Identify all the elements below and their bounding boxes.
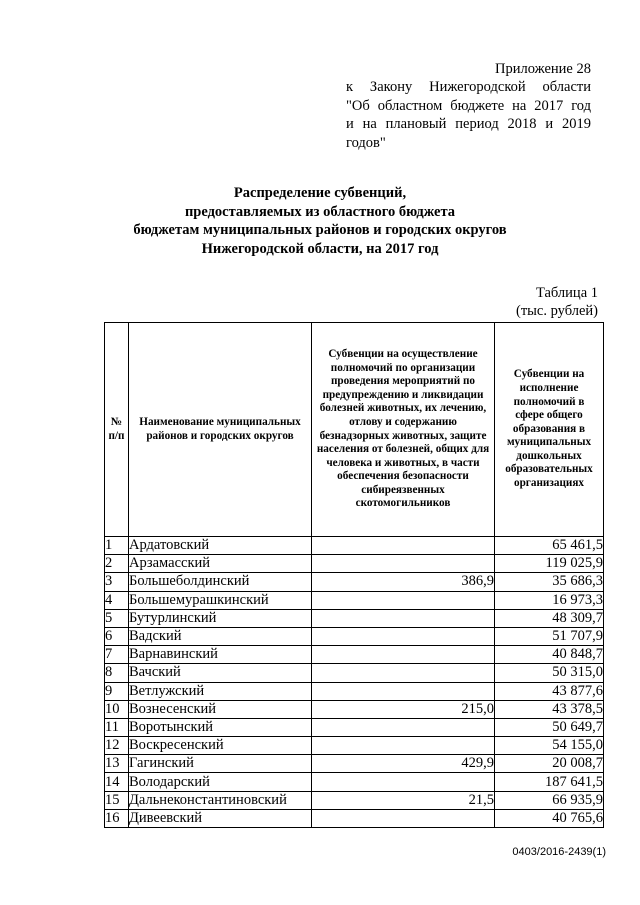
education-subvention: 16 973,3 bbox=[495, 591, 604, 609]
veterinary-subvention: 386,9 bbox=[312, 573, 495, 591]
veterinary-subvention bbox=[312, 555, 495, 573]
education-subvention: 65 461,5 bbox=[495, 537, 604, 555]
veterinary-subvention: 429,9 bbox=[312, 755, 495, 773]
title-line: предоставляемых из областного бюджета bbox=[184, 203, 456, 220]
veterinary-subvention bbox=[312, 809, 495, 827]
veterinary-subvention bbox=[312, 664, 495, 682]
row-number: 13 bbox=[105, 755, 129, 773]
education-subvention: 40 765,6 bbox=[495, 809, 604, 827]
education-subvention: 119 025,9 bbox=[495, 555, 604, 573]
document-title bbox=[80, 184, 560, 258]
veterinary-subvention bbox=[312, 627, 495, 645]
row-number: 15 bbox=[105, 791, 129, 809]
education-subvention: 51 707,9 bbox=[495, 627, 604, 645]
education-subvention: 66 935,9 bbox=[495, 791, 604, 809]
veterinary-subvention: 21,5 bbox=[312, 791, 495, 809]
table-row bbox=[105, 755, 604, 773]
education-subvention: 35 686,3 bbox=[495, 573, 604, 591]
appendix-block bbox=[346, 60, 591, 152]
table-row bbox=[105, 627, 604, 645]
table-row bbox=[105, 682, 604, 700]
education-subvention: 40 848,7 bbox=[495, 646, 604, 664]
table-caption bbox=[516, 285, 598, 320]
table-label: Таблица 1 bbox=[535, 285, 598, 301]
veterinary-subvention bbox=[312, 682, 495, 700]
row-number: 11 bbox=[105, 718, 129, 736]
title-line: бюджетам муниципальных районов и городских округов bbox=[133, 222, 507, 238]
table-row bbox=[105, 609, 604, 627]
district-name: Варнавинский bbox=[129, 646, 312, 664]
title-line: Нижегородской области, на 2017 год bbox=[201, 240, 439, 257]
table-row bbox=[105, 555, 604, 573]
education-subvention: 20 008,7 bbox=[495, 755, 604, 773]
row-number: 16 bbox=[105, 809, 129, 827]
row-number: 2 bbox=[105, 555, 129, 573]
veterinary-subvention bbox=[312, 646, 495, 664]
district-name: Дальнеконстантиновский bbox=[129, 791, 312, 809]
appendix-line: "Об областном бюджете на 2017 год bbox=[346, 97, 591, 114]
education-subvention: 50 315,0 bbox=[495, 664, 604, 682]
district-name: Вознесенский bbox=[129, 700, 312, 718]
table-row bbox=[105, 737, 604, 755]
district-name: Воротынский bbox=[129, 718, 312, 736]
veterinary-subvention: 215,0 bbox=[312, 700, 495, 718]
row-number: 4 bbox=[105, 591, 129, 609]
table-row bbox=[105, 809, 604, 827]
header-col2: Субвенции на исполнение полномочий в сфере общего образования в муниципальных дошкольных образовательных организациях bbox=[495, 323, 604, 537]
row-number: 6 bbox=[105, 627, 129, 645]
table-row bbox=[105, 700, 604, 718]
table-row bbox=[105, 718, 604, 736]
header-num: № п/п bbox=[105, 323, 129, 537]
district-name: Большемурашкинский bbox=[129, 591, 312, 609]
row-number: 1 bbox=[105, 537, 129, 555]
table-body bbox=[105, 537, 604, 828]
header-name: Наименование муниципальных районов и городских округов bbox=[129, 323, 312, 537]
appendix-line: и на плановый период 2018 и 2019 bbox=[346, 116, 591, 133]
table-units: (тыс. рублей) bbox=[516, 302, 598, 319]
district-name: Гагинский bbox=[129, 755, 312, 773]
table-row bbox=[105, 537, 604, 555]
document-number: 0403/2016-2439(1) bbox=[512, 846, 606, 858]
veterinary-subvention bbox=[312, 718, 495, 736]
row-number: 5 bbox=[105, 609, 129, 627]
veterinary-subvention bbox=[312, 591, 495, 609]
title-line: Распределение субвенций, bbox=[233, 185, 407, 201]
district-name: Бутурлинский bbox=[129, 609, 312, 627]
education-subvention: 43 378,5 bbox=[495, 700, 604, 718]
education-subvention: 50 649,7 bbox=[495, 718, 604, 736]
appendix-line: годов" bbox=[346, 134, 386, 151]
table-row bbox=[105, 773, 604, 791]
row-number: 3 bbox=[105, 573, 129, 591]
row-number: 12 bbox=[105, 737, 129, 755]
education-subvention: 54 155,0 bbox=[495, 737, 604, 755]
district-name: Вачский bbox=[129, 664, 312, 682]
table-row bbox=[105, 573, 604, 591]
education-subvention: 187 641,5 bbox=[495, 773, 604, 791]
veterinary-subvention bbox=[312, 737, 495, 755]
district-name: Ветлужский bbox=[129, 682, 312, 700]
table-header-row bbox=[105, 323, 604, 537]
table-row bbox=[105, 664, 604, 682]
row-number: 7 bbox=[105, 646, 129, 664]
veterinary-subvention bbox=[312, 537, 495, 555]
appendix-line: к Закону Нижегородской области bbox=[346, 79, 591, 96]
district-name: Арзамасский bbox=[129, 555, 312, 573]
education-subvention: 48 309,7 bbox=[495, 609, 604, 627]
row-number: 14 bbox=[105, 773, 129, 791]
district-name: Володарский bbox=[129, 773, 312, 791]
district-name: Дивеевский bbox=[129, 809, 312, 827]
district-name: Ардатовский bbox=[129, 537, 312, 555]
table-row bbox=[105, 591, 604, 609]
row-number: 10 bbox=[105, 700, 129, 718]
header-col1: Субвенции на осуществление полномочий по организации проведения мероприятий по предупреждению и ликвидации болезней животных, их лечению, отлову и содержанию безнадзорных животных, защите населения от болезней, общих для человека и животных, в части обеспечения безопасности сибиреязвенных скотомогильников bbox=[312, 323, 495, 537]
row-number: 9 bbox=[105, 682, 129, 700]
district-name: Вадский bbox=[129, 627, 312, 645]
table-row bbox=[105, 791, 604, 809]
education-subvention: 43 877,6 bbox=[495, 682, 604, 700]
district-name: Большеболдинский bbox=[129, 573, 312, 591]
veterinary-subvention bbox=[312, 773, 495, 791]
table-row bbox=[105, 646, 604, 664]
district-name: Воскресенский bbox=[129, 737, 312, 755]
subventions-table bbox=[104, 322, 604, 828]
veterinary-subvention bbox=[312, 609, 495, 627]
appendix-title: Приложение 28 bbox=[495, 61, 591, 77]
row-number: 8 bbox=[105, 664, 129, 682]
